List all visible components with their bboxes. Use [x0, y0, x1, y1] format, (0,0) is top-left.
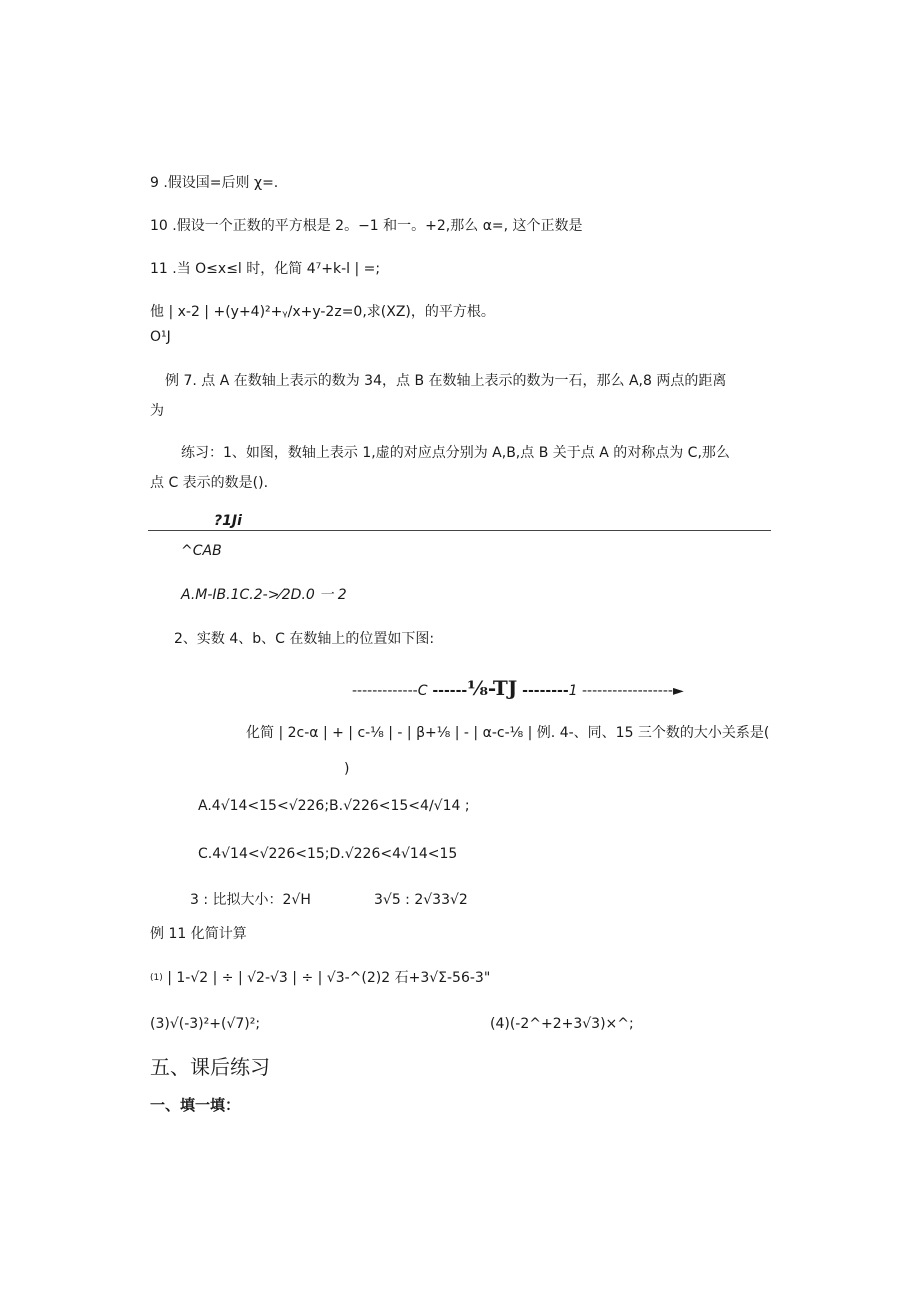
- example-7-line-2: 为: [150, 403, 164, 419]
- question-10: 10 .假设一个正数的平方根是 2。−1 和一。+2,那么 α=, 这个正数是: [150, 218, 583, 234]
- number-line-dashes-right: ------------------: [577, 683, 673, 699]
- practice-2: 2、实数 4、b、C 在数轴上的位置如下图:: [174, 631, 435, 647]
- calc-1-line: [150, 969, 490, 987]
- arrow-right-icon: ►: [672, 683, 684, 699]
- subsection-fill-in: 一、填一填：: [150, 1096, 241, 1114]
- number-line-dashes-2: ------: [427, 683, 468, 699]
- options-c-d: C.4√14<√226<15;D.√226<4√14<15: [198, 846, 458, 862]
- closing-paren: ): [344, 761, 350, 777]
- question-11: 11 .当 O≤x≤l 时，化简 4⁷+k-l | =;: [150, 261, 381, 277]
- question-3-part-1: 3 : 比拟大小：2√H: [190, 892, 311, 908]
- simplify-expression: 化简 | 2c-α | + | c-⅛ | - | β+⅛ | - | α-c-⅛ | 例. 4-、同、15 三个数的大小关系是(: [246, 725, 770, 741]
- number-line-point-c: C: [417, 683, 428, 699]
- question-9: 9 .假设国=后则 χ=.: [150, 175, 279, 191]
- number-line-middle-label: ⅛-TJ: [467, 676, 518, 700]
- figure-number-line: [148, 530, 771, 531]
- calc-3: (3)√(-3)²+(√7)²;: [150, 1016, 261, 1032]
- practice-1-line-2: 点 C 表示的数是().: [150, 475, 269, 491]
- calc-1-marker: (1): [150, 973, 163, 983]
- question-12: 他 | x-2 | +(y+4)²+ᵧ/x+y-2z=0,求(XZ)，的平方根。: [150, 304, 495, 320]
- number-line-dashes-left: -------------: [352, 683, 418, 699]
- question-3-part-2: 3√5 : 2√33√2: [374, 892, 468, 908]
- number-line-diagram: [352, 678, 684, 701]
- calc-4: (4)(-2^+2+3√3)×^;: [490, 1016, 634, 1032]
- figure-points-label: ^CAB: [181, 543, 222, 559]
- figure-label: ?1Ji: [214, 513, 242, 529]
- options-a-b: A.4√14<15<√226;B.√226<15<4∕√14 ;: [198, 798, 470, 814]
- practice-1-line-1: 练习：1、如图，数轴上表示 1,虚的对应点分别为 A,B,点 B 关于点 A 的对称点为 C,那么: [181, 445, 730, 461]
- number-line-dashes-3: --------: [517, 683, 569, 699]
- number-line-point-1: 1: [568, 683, 578, 699]
- practice-1-options: A.M-IB.1C.2->⁄2D.0 一 2: [181, 587, 347, 603]
- section-5-heading: 五、课后练习: [150, 1055, 270, 1079]
- example-7-line-1: 例 7. 点 A 在数轴上表示的数为 34，点 B 在数轴上表示的数为一石，那么 A,8 两点的距离: [165, 373, 727, 389]
- question-12-tail: O¹J: [150, 329, 171, 345]
- example-11-title: 例 11 化简计算: [150, 926, 247, 942]
- calc-1-expression: | 1-√2 | ÷ | √2-√3 | ÷ | √3-^(2)2 石+3√Σ-56-3": [167, 970, 491, 986]
